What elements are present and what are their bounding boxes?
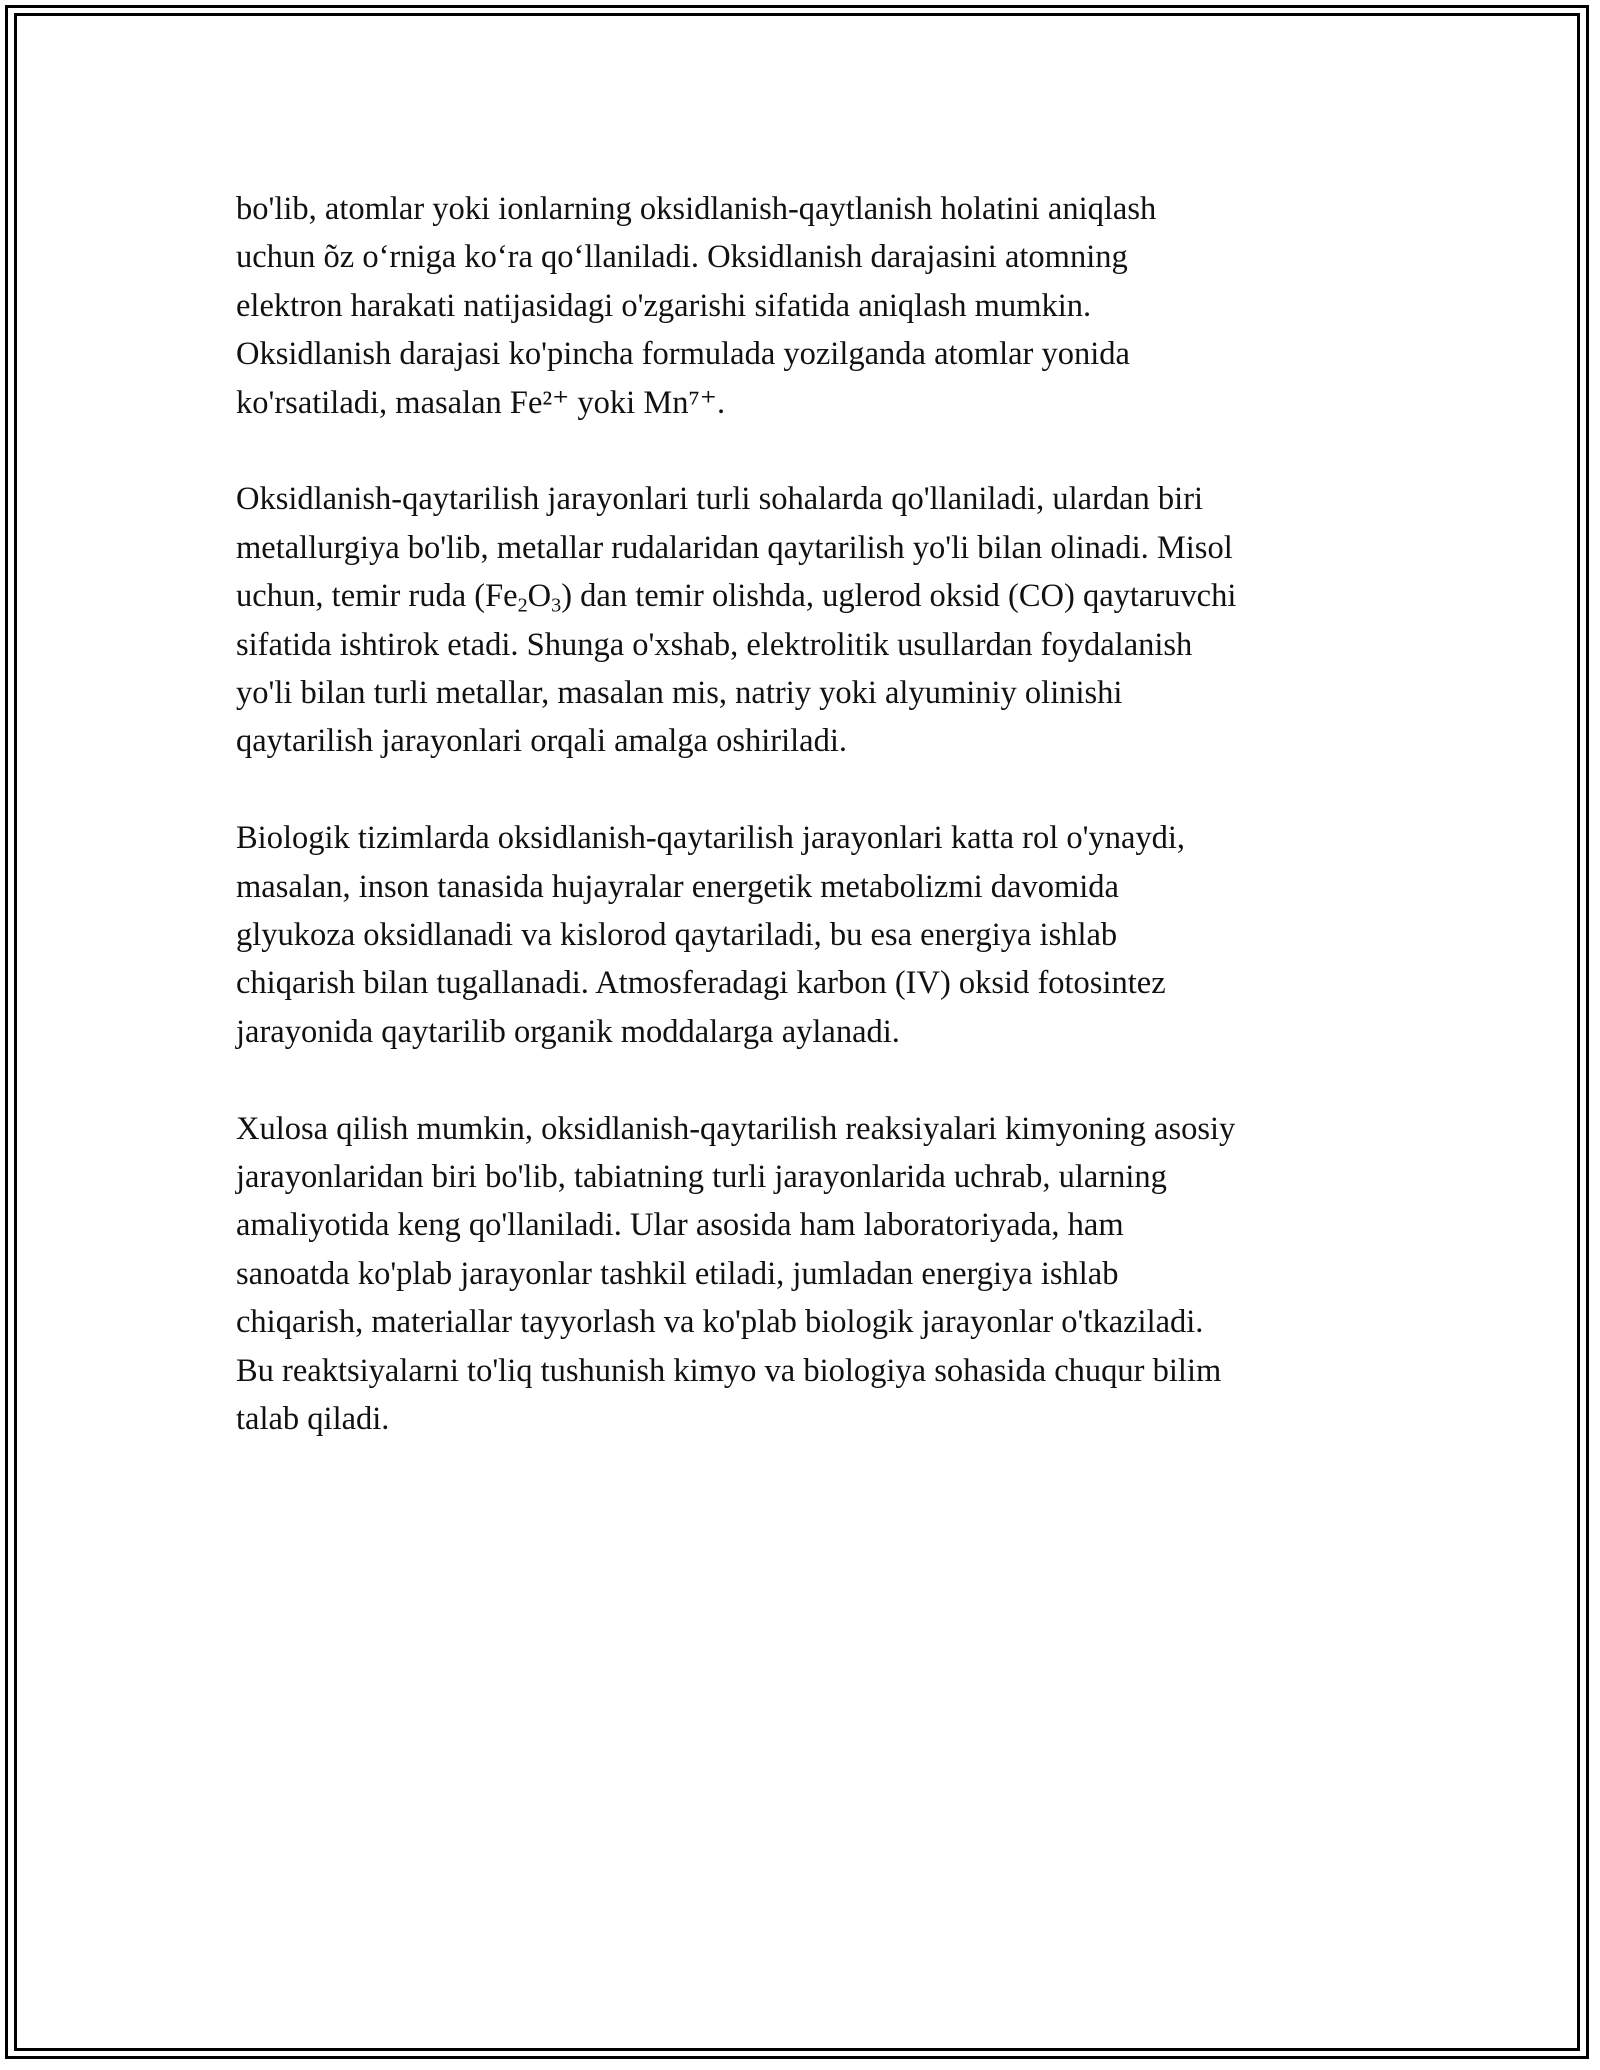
text-line: uchun õz oʻrniga koʻra qoʻllaniladi. Oksidlanish darajasini atomning (236, 239, 1128, 276)
text-line: Oksidlanish darajasi ko'pincha formulada yozilganda atomlar yonida (236, 336, 1130, 373)
text-fragment: O (527, 578, 552, 615)
subscript: 2 (517, 594, 528, 617)
text-line: ko'rsatiladi, masalan Fe²⁺ yoki Mn⁷⁺. (236, 384, 726, 421)
text-line: qaytarilish jarayonlari orqali amalga oshiriladi. (236, 723, 847, 760)
text-line-formula (236, 572, 1396, 620)
text-line: masalan, inson tanasida hujayralar energetik metabolizmi davomida (236, 868, 1119, 905)
text-line: sanoatda ko'plab jarayonlar tashkil etiladi, jumladan energiya ishlab (236, 1255, 1119, 1292)
text-line: metallurgiya bo'lib, metallar rudalaridan qaytarilish yo'li bilan olinadi. Misol (236, 529, 1233, 566)
text-line: Bu reaktsiyalarni to'liq tushunish kimyo va biologiya sohasida chuqur bilim (236, 1352, 1222, 1389)
text-line: bo'lib, atomlar yoki ionlarning oksidlanish-qaytlanish holatini aniqlash (236, 191, 1157, 227)
document-body (236, 185, 1396, 1492)
text-line: sifatida ishtirok etadi. Shunga o'xshab, elektrolitik usullardan foydalanish (236, 626, 1193, 663)
text-line: amaliyotida keng qo'llaniladi. Ular asosida ham laboratoriyada, ham (236, 1207, 1124, 1244)
text-line: jarayonlaridan biri bo'lib, tabiatning turli jarayonlarida uchrab, ularning (236, 1159, 1167, 1196)
text-line: chiqarish, materiallar tayyorlash va ko'plab biologik jarayonlar o'tkaziladi. (236, 1304, 1204, 1341)
text-line: Xulosa qilish mumkin, oksidlanish-qaytarilish reaksiyalari kimyoning asosiy (236, 1110, 1236, 1147)
text-line: glyukoza oksidlanadi va kislorod qaytariladi, bu esa energiya ishlab (236, 917, 1118, 954)
subscript: 3 (551, 594, 562, 617)
text-line: talab qiladi. (236, 1401, 390, 1438)
text-line: yo'li bilan turli metallar, masalan mis, natriy yoki alyuminiy olinishi (236, 675, 1123, 712)
text-line: Oksidlanish-qaytarilish jarayonlari turli sohalarda qo'llaniladi, ulardan biri (236, 481, 1204, 518)
text-line: chiqarish bilan tugallanadi. Atmosferadagi karbon (IV) oksid fotosintez (236, 965, 1166, 1002)
text-fragment: uchun, temir ruda (Fe (236, 578, 518, 615)
text-fragment: ) dan temir olishda, uglerod oksid (CO) qaytaruvchi (561, 578, 1237, 615)
paragraph-metallurgy (236, 475, 1396, 765)
paragraph-oxidation-state (236, 185, 1396, 427)
text-line: elektron harakati natijasidagi o'zgarishi sifatida aniqlash mumkin. (236, 287, 1092, 324)
text-line: Biologik tizimlarda oksidlanish-qaytarilish jarayonlari katta rol o'ynaydi, (236, 820, 1186, 857)
paragraph-conclusion (236, 1105, 1396, 1444)
text-line: jarayonida qaytarilib organik moddalarga aylanadi. (236, 1013, 900, 1050)
paragraph-biology (236, 814, 1396, 1056)
